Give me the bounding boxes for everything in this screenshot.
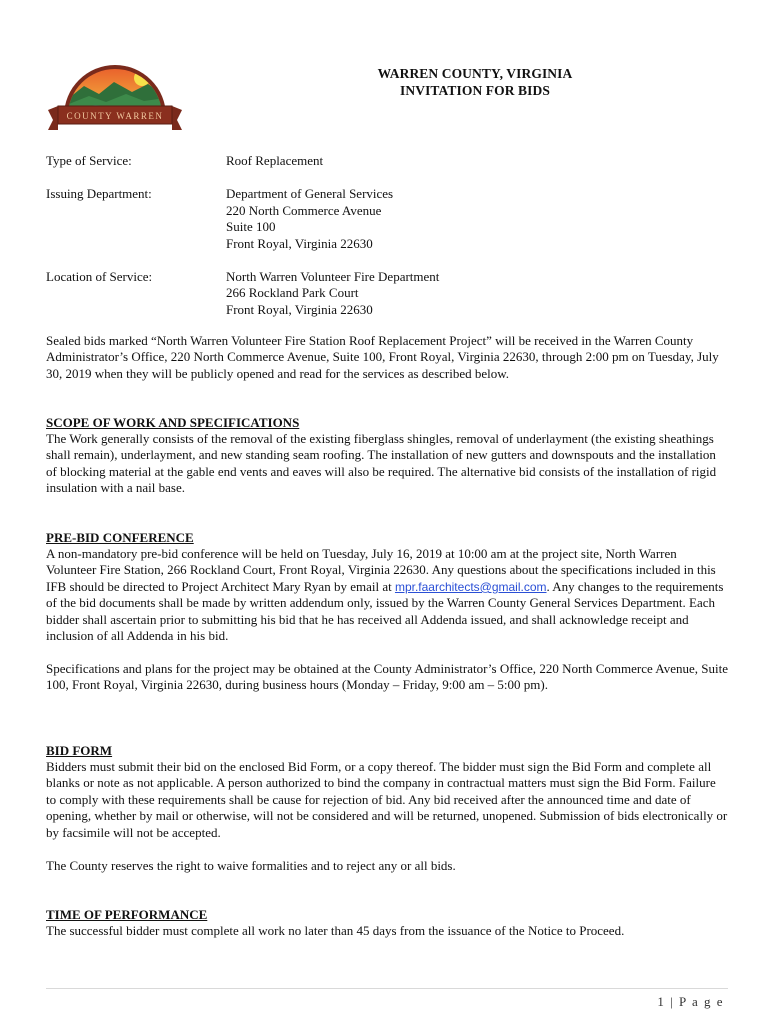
performance-heading: TIME OF PERFORMANCE (46, 907, 208, 922)
service-info-table (46, 153, 439, 335)
info-row-department (46, 186, 439, 252)
info-row-location (46, 269, 439, 318)
document-title (300, 65, 650, 99)
info-row-type (46, 153, 439, 169)
intro-paragraph: Sealed bids marked “North Warren Volunteer Fire Station Roof Replacement Project” will be received in the Warren County Administrator’s Office, 220 North Commerce Avenue, Suite 100, Front Royal, Virginia 22630, through 2:00 pm on Tuesday, July 30, 2019 when they will be publicly opened and read for the services as described below. (46, 333, 719, 381)
info-line: Suite 100 (226, 219, 276, 235)
scope-paragraph: The Work generally consists of the removal of the existing fiberglass shingles, removal of underlayment (the existing sheathings shall remain), underlayment, and new standing seam roofing. The installation of new gutters and downspouts and the installation of blocking material at the gable end vents and eaves will also be required. The alternative bid consists of the installation of rigid insulation with a nail base. (46, 431, 717, 496)
info-line: Department of General Services (226, 186, 394, 202)
info-label: Type of Service: (46, 153, 132, 168)
info-line: North Warren Volunteer Fire Department (226, 269, 440, 285)
info-line: 220 North Commerce Avenue (226, 202, 382, 218)
scope-heading: SCOPE OF WORK AND SPECIFICATIONS (46, 415, 300, 430)
title-line-2: INVITATION FOR BIDS (400, 83, 550, 98)
warren-county-seal-logo (44, 44, 186, 134)
footer-divider (46, 988, 728, 989)
page-number: 1 | P a g e (657, 994, 724, 1009)
info-line: Roof Replacement (226, 153, 324, 168)
bidform-heading: BID FORM (46, 743, 113, 758)
performance-paragraph: The successful bidder must complete all work no later than 45 days from the issuance of the Notice to Proceed. (46, 923, 625, 938)
specs-paragraph: Specifications and plans for the project may be obtained at the County Administrator’s Office, 220 North Commerce Avenue, Suite 100, Front Royal, Virginia 22630, during business hours (Monday – Friday, 9:00 am – 5:00 pm). (46, 661, 728, 693)
prebid-paragraph (46, 546, 728, 644)
architect-email-link[interactable]: mpr.faarchitects@gmail.com (394, 579, 547, 594)
waive-paragraph: The County reserves the right to waive formalities and to reject any or all bids. (46, 858, 456, 873)
logo-text: COUNTY WARREN (66, 111, 164, 121)
prebid-text-after: . Any changes to the requirements of the bid documents shall be made by written addendum only, issued by the Warren County General Services Department. Each bidder shall ascertain prior to submitting his bid that he has received all Addenda issued, and shall acknowledge receipt and inclusion of all Addenda in his bid. (46, 578, 724, 644)
info-line: Front Royal, Virginia 22630 (226, 301, 373, 317)
title-line-1: WARREN COUNTY, VIRGINIA (377, 66, 573, 81)
prebid-text-before: A non-mandatory pre-bid conference will be held on Tuesday, July 16, 2019 at 10:00 am at the project site, North Warren Volunteer Fire Station, 266 Rockland Court, Front Royal, Virginia 22630. Any questions about the specifications included in this IFB should be directed to Project Architect Mary Ryan by email at (46, 546, 716, 594)
prebid-heading: PRE-BID CONFERENCE (46, 530, 194, 545)
info-value (226, 153, 323, 169)
info-line: Front Royal, Virginia 22630 (226, 235, 373, 251)
info-line: 266 Rockland Park Court (226, 285, 359, 301)
info-value (226, 269, 439, 318)
info-value (226, 186, 393, 252)
info-label: Issuing Department: (46, 186, 152, 202)
info-label: Location of Service: (46, 269, 153, 285)
bidform-paragraph: Bidders must submit their bid on the enclosed Bid Form, or a copy thereof. The bidder must sign the Bid Form and complete all blanks or note as not applicable. A person authorized to bind the company in contractual matters must sign the Bid Form. Failure to comply with these requirements shall be cause for rejection of bid. Any bid received after the announced time and date of opening, whether by mail or otherwise, will not be considered and will be returned, unopened. Submission of bids electronically or by facsimile will not be accepted. (46, 759, 728, 840)
